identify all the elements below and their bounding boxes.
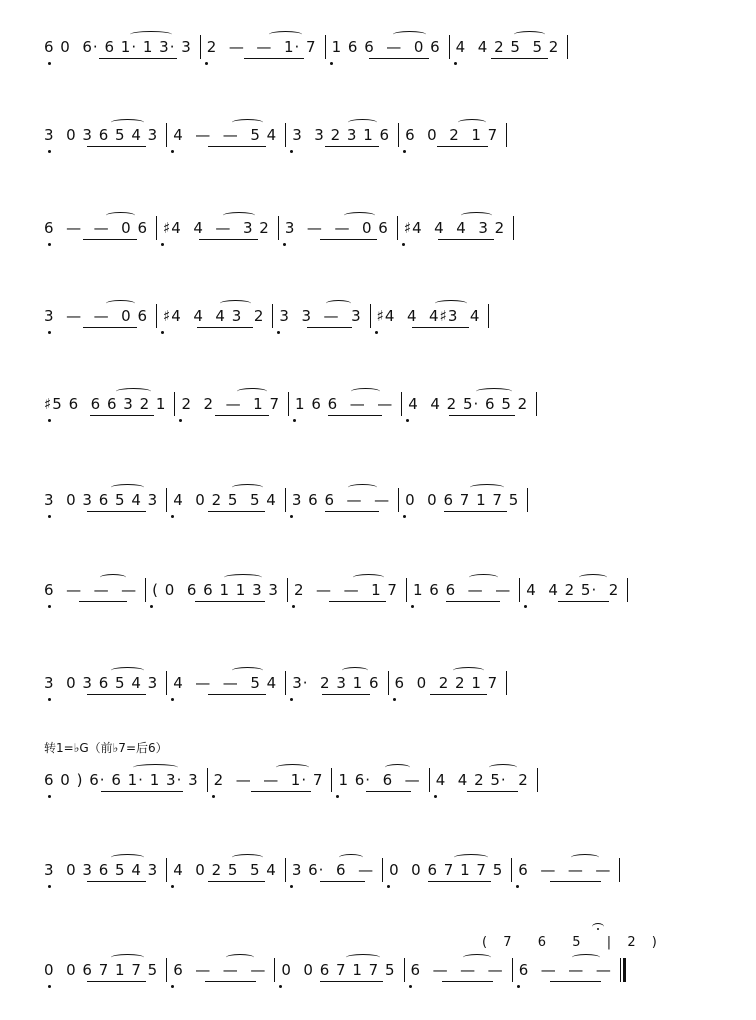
measure: 4 4 2 5 5 2	[455, 38, 560, 56]
slur-arc	[435, 300, 466, 307]
beam-line	[307, 327, 352, 328]
octave-dot	[48, 605, 51, 608]
slur-arc	[232, 119, 263, 126]
beam-line	[251, 791, 311, 792]
slur-arc	[232, 484, 263, 491]
measure: 4 4 2 5· 2	[435, 771, 529, 789]
barline	[527, 488, 528, 512]
slur-arc	[133, 764, 178, 771]
beam-line	[467, 791, 518, 792]
slur-arc	[342, 667, 368, 674]
measure-group	[44, 581, 736, 621]
beam-line	[197, 327, 253, 328]
octave-dot	[411, 605, 414, 608]
beam-line	[430, 694, 487, 695]
measure: 3 6 6 — —	[291, 491, 391, 509]
beam-line	[244, 58, 304, 59]
beam-line	[101, 791, 183, 792]
slur-arc	[393, 31, 426, 38]
score-row	[0, 219, 756, 259]
measure: 6 0 6· 6 1· 1 3· 3	[44, 38, 192, 56]
measure-group	[44, 674, 736, 714]
beam-line	[444, 511, 507, 512]
beam-line	[329, 601, 386, 602]
octave-dot	[48, 419, 51, 422]
beam-line	[208, 146, 265, 147]
octave-dot	[290, 885, 293, 888]
beam-line	[99, 58, 177, 59]
slur-arc	[237, 388, 267, 395]
octave-dot	[409, 985, 412, 988]
octave-dot	[393, 698, 396, 701]
key-change-annotation: 转1=♭G（前♭7=后6）	[44, 741, 168, 755]
measure: 3 3 — 3	[279, 307, 362, 325]
measure: 1 6 6 — 0 6	[331, 38, 441, 56]
octave-dot	[283, 243, 286, 246]
slur-arc	[224, 574, 262, 581]
octave-dot	[48, 515, 51, 518]
slur-arc	[346, 954, 380, 961]
slur-arc	[223, 212, 255, 219]
measure: 2 — — 1· 7	[213, 771, 324, 789]
score-row	[0, 491, 756, 531]
beam-line	[491, 58, 548, 59]
beam-line	[320, 881, 365, 882]
beam-line	[446, 601, 500, 602]
octave-dot	[48, 885, 51, 888]
octave-dot	[454, 62, 457, 65]
measure: 0 0 6 7 1 7 5	[389, 861, 504, 879]
beam-line	[320, 981, 383, 982]
measure: 6 0 2 2 1 7	[394, 674, 499, 692]
octave-dot	[517, 985, 520, 988]
score-row	[0, 771, 756, 811]
measure-group	[44, 961, 736, 1001]
octave-dot	[161, 331, 164, 334]
beam-line	[550, 881, 601, 882]
barline	[620, 958, 626, 982]
measure: ♯5 6 6 6 3 2 1	[44, 395, 167, 413]
beam-line	[428, 881, 491, 882]
barline	[506, 671, 507, 695]
measure: 6 — — —	[518, 961, 612, 979]
measure-group	[44, 219, 736, 259]
slur-arc	[344, 212, 375, 219]
beam-line	[558, 601, 609, 602]
beam-line	[369, 58, 429, 59]
measure: 6 — — —	[518, 861, 612, 879]
measure: 2 2 — 1 7	[181, 395, 281, 413]
beam-line	[87, 981, 147, 982]
slur-arc	[232, 667, 263, 674]
beam-line	[366, 791, 411, 792]
slur-arc	[220, 300, 250, 307]
beam-line	[83, 239, 137, 240]
measure: 3 0 3 6 5 4 3	[44, 491, 159, 509]
slur-arc	[232, 854, 263, 861]
slur-arc	[106, 300, 135, 307]
beam-line	[79, 601, 127, 602]
beam-line	[449, 415, 515, 416]
measure: 3· 2 3 1 6	[292, 674, 380, 692]
measure: 3 0 3 6 5 4 3	[44, 126, 159, 144]
measure: 2 — — 1 7	[293, 581, 398, 599]
score-row	[0, 126, 756, 166]
slur-arc	[100, 574, 126, 581]
slur-arc	[571, 854, 599, 861]
slur-arc	[458, 119, 486, 126]
measure: 1 6· 6 —	[338, 771, 421, 789]
octave-dot	[48, 795, 51, 798]
beam-line	[199, 239, 258, 240]
measure: 0 0 6 7 1 7 5	[44, 961, 159, 979]
score-row	[0, 395, 756, 435]
beam-line	[87, 694, 147, 695]
octave-dot	[434, 795, 437, 798]
measure: 3 0 3 6 5 4 3	[44, 861, 159, 879]
barline	[513, 216, 514, 240]
octave-dot	[402, 243, 405, 246]
score-row	[0, 861, 756, 901]
slur-arc	[385, 764, 410, 771]
measure: 4 0 2 5 5 4	[173, 861, 277, 879]
measure: 4 4 2 5· 2	[526, 581, 620, 599]
slur-arc	[348, 119, 377, 126]
beam-line	[437, 146, 488, 147]
measure: 6 — — —	[410, 961, 504, 979]
score-row	[0, 38, 756, 78]
measure: ♯4 4 — 3 2	[163, 219, 270, 237]
slur-arc	[339, 854, 364, 861]
barline	[536, 392, 537, 416]
beam-line	[83, 327, 137, 328]
measure: 6 0 ) 6· 6 1· 1 3· 3	[44, 771, 199, 789]
slur-arc	[461, 212, 491, 219]
measure-group	[44, 491, 736, 531]
measure: 3 6· 6 —	[291, 861, 375, 879]
slur-arc	[111, 954, 143, 961]
octave-dot	[330, 62, 333, 65]
score-row	[0, 961, 756, 1001]
measure: 1 6 6 — —	[295, 395, 394, 413]
octave-dot	[212, 795, 215, 798]
slur-arc	[351, 388, 380, 395]
beam-line	[90, 415, 154, 416]
measure: 6 — — —	[44, 581, 138, 599]
slur-arc	[269, 31, 302, 38]
score-row	[0, 581, 756, 621]
slur-arc	[111, 484, 143, 491]
measure-group	[44, 126, 736, 166]
measure: ♯4 4 4 3 2	[403, 219, 506, 237]
measure: ♯4 4 4♯3 4	[376, 307, 481, 325]
measure: 0 0 6 7 1 7 5	[405, 491, 520, 509]
measure: 2 — — 1· 7	[206, 38, 317, 56]
beam-line	[87, 511, 147, 512]
slur-arc	[111, 667, 143, 674]
slur-arc	[514, 31, 545, 38]
measure: 4 4 2 5· 6 5 2	[408, 395, 529, 413]
beam-line	[87, 146, 147, 147]
beam-line	[205, 981, 256, 982]
octave-dot	[293, 419, 296, 422]
slur-arc	[106, 212, 135, 219]
measure: ♯4 4 4 3 2	[163, 307, 265, 325]
beam-line	[208, 511, 265, 512]
slur-arc	[579, 574, 607, 581]
octave-dot	[48, 331, 51, 334]
slur-arc	[463, 954, 491, 961]
measure: 1 6 6 — —	[412, 581, 512, 599]
coda-annotation: ( 7 6 5 | 2 )	[482, 935, 663, 950]
slur-arc	[111, 854, 143, 861]
slur-arc	[276, 764, 309, 771]
barline	[488, 304, 489, 328]
octave-dot	[48, 62, 51, 65]
measure: 6 0 2 1 7	[405, 126, 499, 144]
beam-line	[442, 981, 493, 982]
beam-line	[325, 511, 379, 512]
fermata-dot	[597, 928, 599, 930]
barline	[619, 858, 620, 882]
beam-line	[208, 694, 265, 695]
slur-arc	[476, 388, 512, 395]
beam-line	[87, 881, 147, 882]
beam-line	[215, 415, 269, 416]
measure: 0 0 6 7 1 7 5	[281, 961, 396, 979]
slur-arc	[130, 31, 173, 38]
slur-arc	[326, 300, 351, 307]
beam-line	[195, 601, 265, 602]
octave-dot	[292, 605, 295, 608]
slur-arc	[469, 574, 498, 581]
slur-arc	[116, 388, 151, 395]
beam-line	[438, 239, 494, 240]
slur-arc	[470, 484, 504, 491]
measure: 3 3 2 3 1 6	[292, 126, 391, 144]
measure-group	[44, 861, 736, 901]
slur-arc	[572, 954, 600, 961]
slur-arc	[453, 667, 484, 674]
beam-line	[328, 415, 382, 416]
octave-dot	[375, 331, 378, 334]
measure: 6 — — —	[173, 961, 267, 979]
beam-line	[412, 327, 469, 328]
barline	[506, 123, 507, 147]
octave-dot	[48, 985, 51, 988]
octave-dot	[48, 698, 51, 701]
barline	[537, 768, 538, 792]
octave-dot	[161, 243, 164, 246]
score-row	[0, 674, 756, 714]
slur-arc	[111, 119, 143, 126]
beam-line	[550, 981, 601, 982]
slur-arc	[353, 574, 384, 581]
barline	[627, 578, 628, 602]
octave-dot	[48, 150, 51, 153]
measure-group	[44, 307, 736, 347]
measure: 3 — — 0 6	[44, 307, 149, 325]
beam-line	[320, 239, 377, 240]
measure: 4 — — 5 4	[173, 126, 278, 144]
octave-dot	[48, 243, 51, 246]
octave-dot	[290, 515, 293, 518]
measure: 6 — — 0 6	[44, 219, 149, 237]
slur-arc	[348, 484, 377, 491]
slur-arc	[489, 764, 517, 771]
barline	[567, 35, 568, 59]
beam-line	[325, 146, 379, 147]
beam-line	[208, 881, 265, 882]
slur-arc	[454, 854, 488, 861]
score-row	[0, 307, 756, 347]
measure: 4 — — 5 4	[173, 674, 278, 692]
octave-dot	[205, 62, 208, 65]
slur-arc	[226, 954, 254, 961]
beam-line	[322, 694, 370, 695]
measure: ( 0 6 6 1 1 3 3	[152, 581, 279, 599]
measure: 4 0 2 5 5 4	[173, 491, 277, 509]
measure: 3 — — 0 6	[284, 219, 389, 237]
measure: 3 0 3 6 5 4 3	[44, 674, 159, 692]
